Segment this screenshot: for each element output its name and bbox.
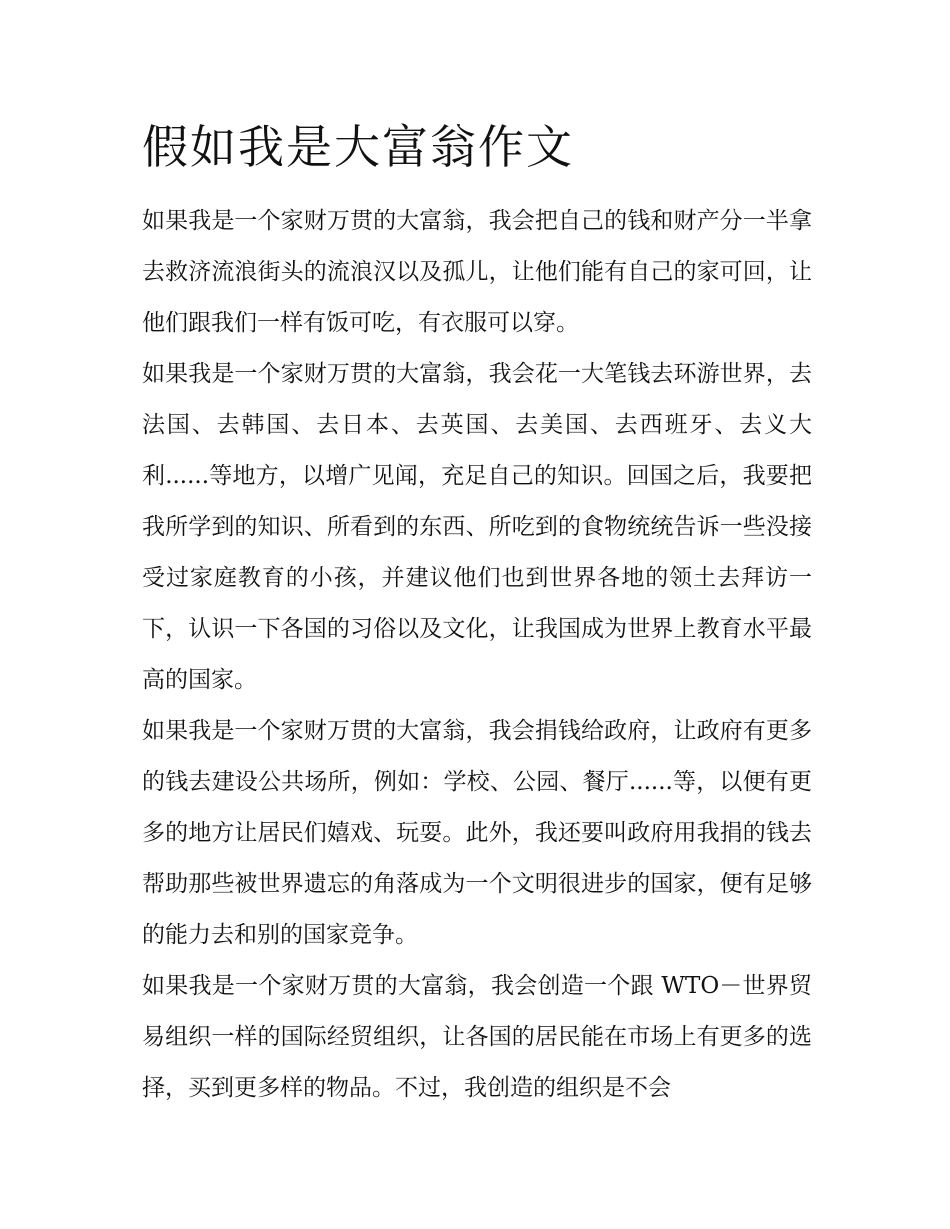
paragraph-1: 如果我是一个家财万贯的大富翁，我会把自己的钱和财产分一半拿去救济流浪街头的流浪汉以及孤儿，让他们能有自己的家可回，让他们跟我们一样有饭可吃，有衣服可以穿。 xyxy=(142,208,812,336)
document-page xyxy=(142,112,812,1114)
paragraph-3: 如果我是一个家财万贯的大富翁，我会捐钱给政府，让政府有更多的钱去建设公共场所，例如：学校、公园、餐厅......等，以便有更多的地方让居民们嬉戏、玩耍。此外，我还要叫政府用我捐的钱去帮助那些被世界遗忘的角落成为一个文明很进步的国家，便有足够的能力去和别的国家竞争。 xyxy=(142,718,812,948)
document-title: 假如我是大富翁作文 xyxy=(142,120,574,174)
paragraph-4: 如果我是一个家财万贯的大富翁，我会创造一个跟 WTO－世界贸易组织一样的国际经贸组织，让各国的居民能在市场上有更多的选择，买到更多样的物品。不过，我创造的组织是不会 xyxy=(142,973,812,1101)
paragraph-2: 如果我是一个家财万贯的大富翁，我会花一大笔钱去环游世界，去法国、去韩国、去日本、去英国、去美国、去西班牙、去义大利......等地方，以增广见闻，充足自己的知识。回国之后，我要把我所学到的知识、所看到的东西、所吃到的食物统统告诉一些没接受过家庭教育的小孩，并建议他们也到世界各地的领土去拜访一下，认识一下各国的习俗以及文化，让我国成为世界上教育水平最高的国家。 xyxy=(142,361,812,693)
